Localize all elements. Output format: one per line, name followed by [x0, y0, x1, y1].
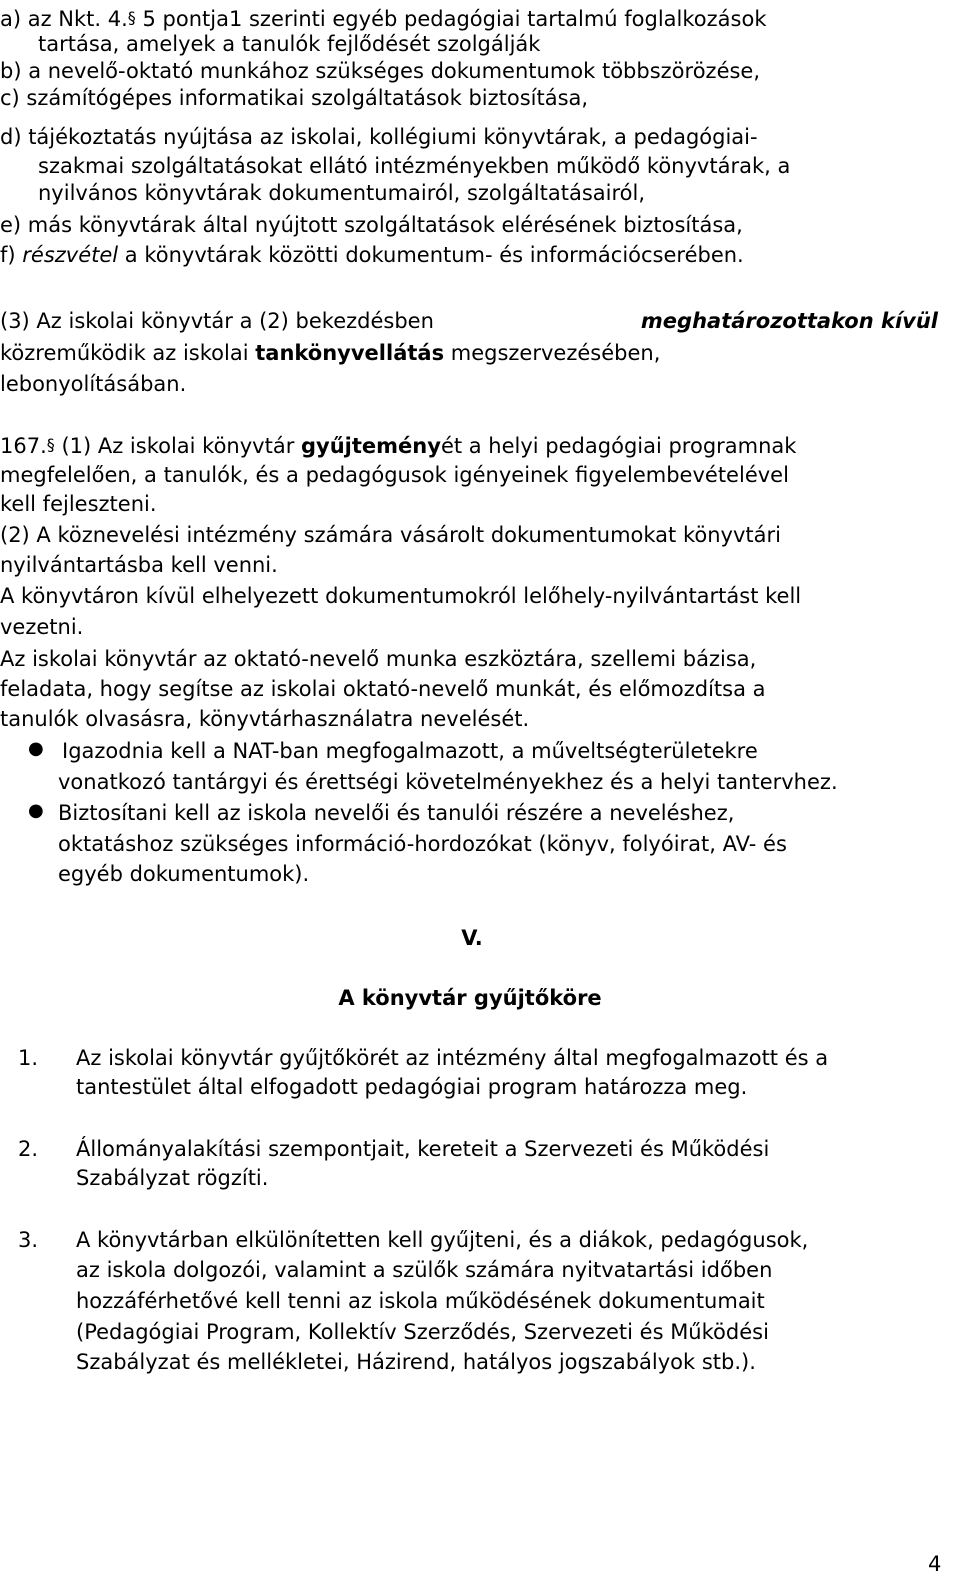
numbered-item-2-line2: Szabályzat rögzíti.	[76, 1166, 269, 1190]
section-167-line3: kell fejleszteni.	[0, 492, 157, 516]
section-167-2-line2: nyilvántartásba kell venni.	[0, 553, 278, 577]
section-mark-icon: §	[127, 8, 136, 27]
list-item-f	[0, 242, 744, 269]
section-167-4-line2: feladata, hogy segítse az iskolai oktató-nevelő munkát, és előmozdítsa a	[0, 677, 766, 701]
section-number: 167.	[0, 434, 47, 458]
numbered-item-3-line5: Szabályzat és mellékletei, Házirend, hatályos jogszabályok stb.).	[76, 1350, 756, 1374]
bold-text: gyűjtemény	[301, 434, 441, 458]
section-title: A könyvtár gyűjtőköre	[338, 986, 602, 1010]
section-mark-icon: §	[46, 435, 55, 454]
paragraph-text: megszervezésében,	[444, 341, 661, 365]
numbered-item-3-number: 3.	[18, 1228, 39, 1252]
paragraph-text: (3) Az iskolai könyvtár a (2) bekezdésben	[0, 309, 434, 333]
list-item-e: e) más könyvtárak által nyújtott szolgáltatások elérésének biztosítása,	[0, 213, 743, 237]
section-167-4-line1: Az iskolai könyvtár az oktató-nevelő munka eszköztára, szellemi bázisa,	[0, 647, 757, 671]
bullet-icon: ●	[28, 738, 44, 759]
section-167-3-line2: vezetni.	[0, 615, 84, 639]
numbered-item-3-line2: az iskola dolgozói, valamint a szülők számára nyitvatartási időben	[76, 1258, 773, 1282]
numbered-item-1-number: 1.	[18, 1046, 39, 1070]
numbered-item-3-line1: A könyvtárban elkülönítetten kell gyűjteni, és a diákok, pedagógusok,	[76, 1228, 809, 1252]
list-text: a) az Nkt. 4.	[0, 7, 128, 31]
page-number: 4	[928, 1552, 942, 1576]
numbered-item-3-line3: hozzáférhetővé kell tenni az iskola működésének dokumentumait	[76, 1289, 765, 1313]
section-number: V.	[461, 926, 483, 950]
list-text: a könyvtárak közötti dokumentum- és információcserében.	[118, 243, 744, 267]
list-text: 5 pontja1 szerinti egyéb pedagógiai tartalmú foglalkozások	[142, 7, 767, 31]
section-167-line1	[0, 431, 796, 458]
bullet-icon: ●	[28, 800, 44, 821]
list-item-d-cont: nyilvános könyvtárak dokumentumairól, szolgáltatásairól,	[38, 181, 646, 205]
section-167-2-line1: (2) A köznevelési intézmény számára vásárolt dokumentumokat könyvtári	[0, 523, 781, 547]
section-167-line2: megfelelően, a tanulók, és a pedagógusok igényeinek figyelembevételével	[0, 463, 789, 487]
list-label: f)	[0, 243, 23, 267]
section-167-3-line1: A könyvtáron kívül elhelyezett dokumentumokról lelőhely-nyilvántartást kell	[0, 584, 802, 608]
paragraph-3-line3: lebonyolításában.	[0, 372, 187, 396]
bullet-item-1-line2: vonatkozó tantárgyi és érettségi követelményekhez és a helyi tantervhez.	[58, 770, 838, 794]
bullet-item-2-line1: Biztosítani kell az iskola nevelői és tanulói részére a neveléshez,	[58, 801, 735, 825]
bold-italic-text: meghatározottakon kívül	[640, 309, 938, 333]
paragraph-3-line1	[0, 308, 938, 335]
list-item-c: c) számítógépes informatikai szolgáltatások biztosítása,	[0, 86, 589, 110]
emphasis-text: részvétel	[22, 243, 119, 267]
numbered-item-2-number: 2.	[18, 1137, 39, 1161]
list-item-d: d) tájékoztatás nyújtása az iskolai, kollégiumi könyvtárak, a pedagógiai-	[0, 125, 758, 149]
list-item-d-cont: szakmai szolgáltatásokat ellátó intézményekben működő könyvtárak, a	[38, 154, 791, 178]
numbered-item-1-line1: Az iskolai könyvtár gyűjtőkörét az intézmény által megfogalmazott és a	[76, 1046, 829, 1070]
numbered-item-1-line2: tantestület által elfogadott pedagógiai program határozza meg.	[76, 1075, 748, 1099]
bold-text: tankönyvellátás	[255, 341, 445, 365]
numbered-item-2-line1: Állományalakítási szempontjait, kereteit a Szervezeti és Működési	[76, 1137, 770, 1161]
paragraph-text: közreműködik az iskolai	[0, 341, 256, 365]
paragraph-text: ét a helyi pedagógiai programnak	[440, 434, 797, 458]
section-167-4-line3: tanulók olvasásra, könyvtárhasználatra nevelését.	[0, 707, 530, 731]
bullet-item-2-line3: egyéb dokumentumok).	[58, 862, 310, 886]
paragraph-3-line2	[0, 340, 660, 367]
list-item-b: b) a nevelő-oktató munkához szükséges dokumentumok többszörözése,	[0, 59, 761, 83]
list-item-a-cont: tartása, amelyek a tanulók fejlődését szolgálják	[38, 32, 541, 56]
paragraph-text: (1) Az iskolai könyvtár	[54, 434, 302, 458]
bullet-item-1-line1: Igazodnia kell a NAT-ban megfogalmazott, a műveltségterületekre	[62, 739, 758, 763]
numbered-item-3-line4: (Pedagógiai Program, Kollektív Szerződés, Szervezeti és Működési	[76, 1320, 769, 1344]
bullet-item-2-line2: oktatáshoz szükséges információ-hordozókat (könyv, folyóirat, AV- és	[58, 832, 787, 856]
list-item-a	[0, 4, 767, 31]
